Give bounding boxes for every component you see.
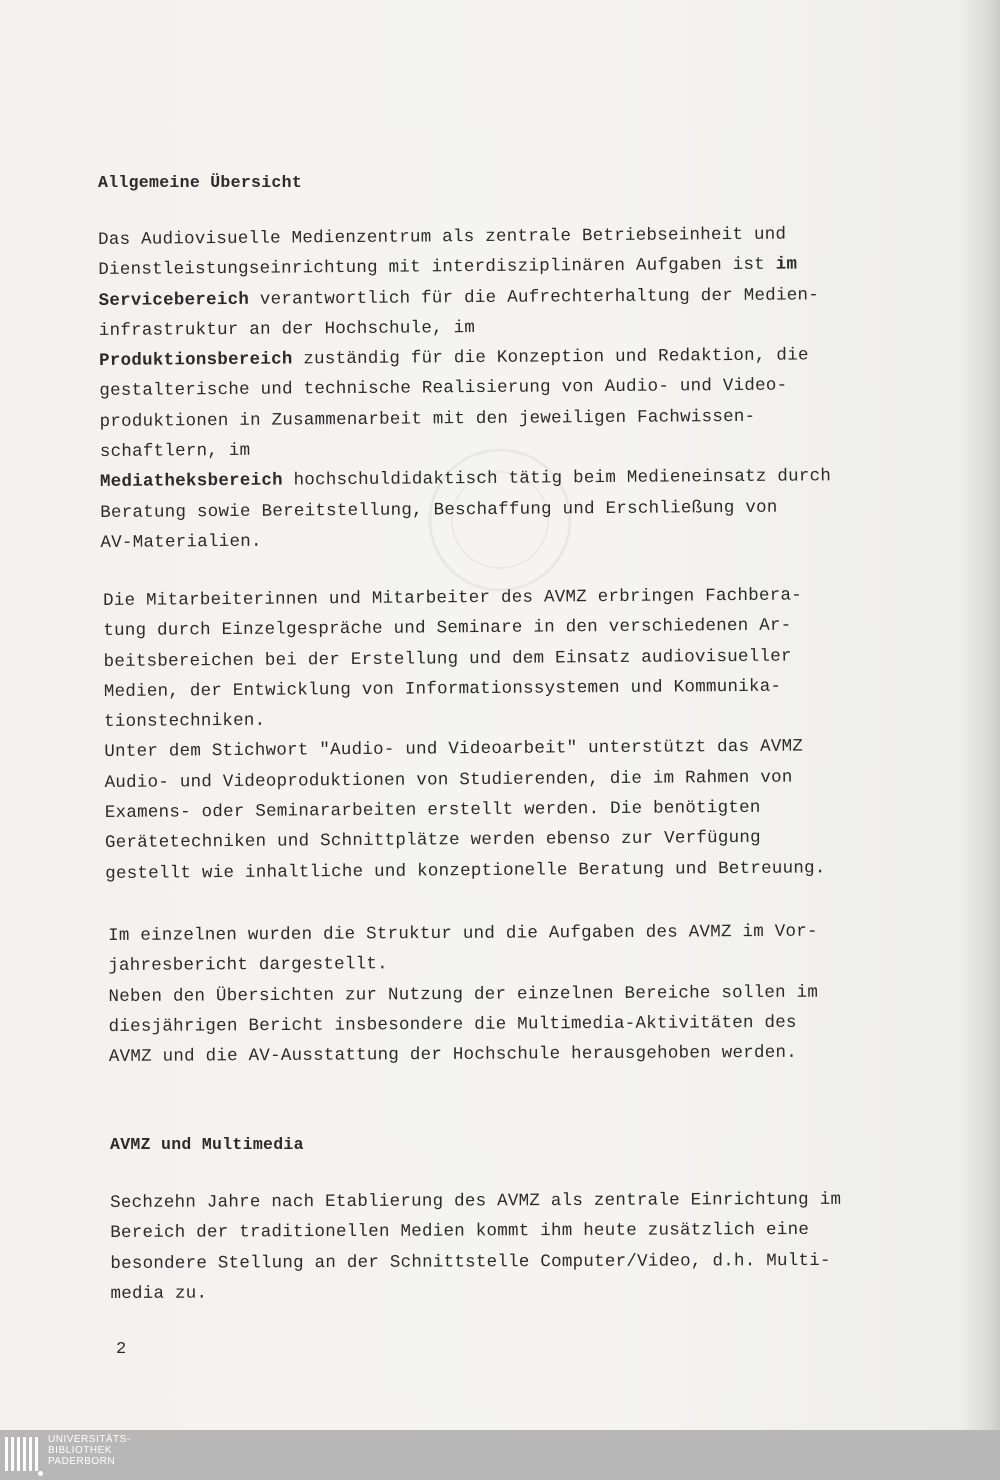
text-segment: verantwortlich für die Aufrechterhaltung der Medien- bbox=[249, 284, 820, 310]
text-line: Gerätetechniken und Schnittplätze werden ebenso zur Verfügung bbox=[104, 828, 761, 854]
text-line: jahresbericht dargestellt. bbox=[108, 954, 388, 977]
text-line: Neben den Übersichten zur Nutzung der einzelnen Bereiche sollen im bbox=[108, 982, 819, 1007]
text-segment: Dienstleistungseinrichtung mit interdisziplinären Aufgaben ist bbox=[98, 254, 776, 281]
heading-avmz-multimedia: AVMZ und Multimedia bbox=[110, 1135, 304, 1154]
paragraph-staff-services bbox=[103, 579, 935, 888]
library-logo-text bbox=[48, 1434, 131, 1467]
text-line: produktionen in Zusammenarbeit mit den jeweiligen Fachwissen- bbox=[99, 406, 756, 432]
text-line: Unter dem Stichwort "Audio- und Videoarbeit" unterstützt das AVMZ bbox=[104, 736, 804, 763]
library-footer-bar bbox=[0, 1430, 1000, 1480]
library-logo-icon bbox=[4, 1435, 44, 1475]
heading-general-overview: Allgemeine Übersicht bbox=[98, 173, 303, 192]
text-line: AV-Materialien. bbox=[100, 531, 262, 553]
text-line: Audio- und Videoproduktionen von Studierenden, die im Rahmen von bbox=[104, 767, 793, 793]
text-line: Im einzelnen wurden die Struktur und die Aufgaben des AVMZ im Vor- bbox=[108, 921, 818, 946]
text-line: Beratung sowie Bereitstellung, Beschaffung und Erschließung von bbox=[100, 497, 778, 523]
text-line: Das Audiovisuelle Medienzentrum als zentrale Betriebseinheit und bbox=[98, 224, 787, 250]
text-line: beitsbereichen bei der Erstellung und dem Einsatz audiovisueller bbox=[103, 646, 792, 672]
text-line: tung durch Einzelgespräche und Seminare in den verschiedenen Ar- bbox=[103, 615, 792, 642]
text-line: infrastruktur an der Hochschule, im bbox=[98, 317, 476, 341]
text-line: schaftlern, im bbox=[99, 440, 251, 463]
text-line: Bereich der traditionellen Medien kommt ihm heute zusätzlich eine bbox=[110, 1220, 810, 1244]
page-number: 2 bbox=[116, 1340, 127, 1359]
text-line: media zu. bbox=[110, 1283, 208, 1304]
logo-line: UNIVERSITÄTS- bbox=[48, 1434, 131, 1445]
paragraph-multimedia bbox=[110, 1184, 941, 1309]
paragraph-report-scope bbox=[108, 916, 939, 1073]
text-segment: hochschuldidaktisch tätig beim Medieneinsatz durch bbox=[282, 466, 832, 491]
text-line: Sechzehn Jahre nach Etablierung des AVMZ als zentrale Einrichtung im bbox=[110, 1189, 842, 1213]
text-line: besondere Stellung an der Schnittstelle Computer/Video, d.h. Multi- bbox=[110, 1250, 831, 1274]
logo-line: BIBLIOTHEK bbox=[48, 1445, 112, 1456]
text-line: Die Mitarbeiterinnen und Mitarbeiter des AVMZ erbringen Fachbera- bbox=[103, 585, 803, 611]
text-line: diesjährigen Bericht insbesondere die Multimedia-Aktivitäten des bbox=[108, 1012, 797, 1037]
term-produktionsbereich: Produktionsbereich bbox=[98, 349, 293, 372]
logo-line: PADERBORN bbox=[48, 1456, 116, 1467]
text-line: Examens- oder Seminararbeiten erstellt werden. Die benötigten bbox=[104, 797, 761, 824]
text-segment-bold: im bbox=[775, 254, 798, 275]
text-line: AVMZ und die AV-Ausstattung der Hochschule herausgehoben werden. bbox=[108, 1042, 797, 1068]
term-mediatheksbereich: Mediatheksbereich bbox=[99, 470, 283, 493]
text-segment: zuständig für die Konzeption und Redaktion, die bbox=[292, 345, 809, 370]
text-line: gestellt wie inhaltliche und konzeptionelle Beratung und Betreuung. bbox=[105, 858, 826, 884]
text-line: tionstechniken. bbox=[103, 710, 266, 733]
term-servicebereich: Servicebereich bbox=[98, 289, 250, 311]
paragraph-overview bbox=[98, 218, 931, 558]
text-line: Medien, der Entwicklung von Informationssystemen und Kommunika- bbox=[103, 676, 782, 702]
text-line: gestalterische und technische Realisierung von Audio- und Video- bbox=[99, 376, 788, 402]
